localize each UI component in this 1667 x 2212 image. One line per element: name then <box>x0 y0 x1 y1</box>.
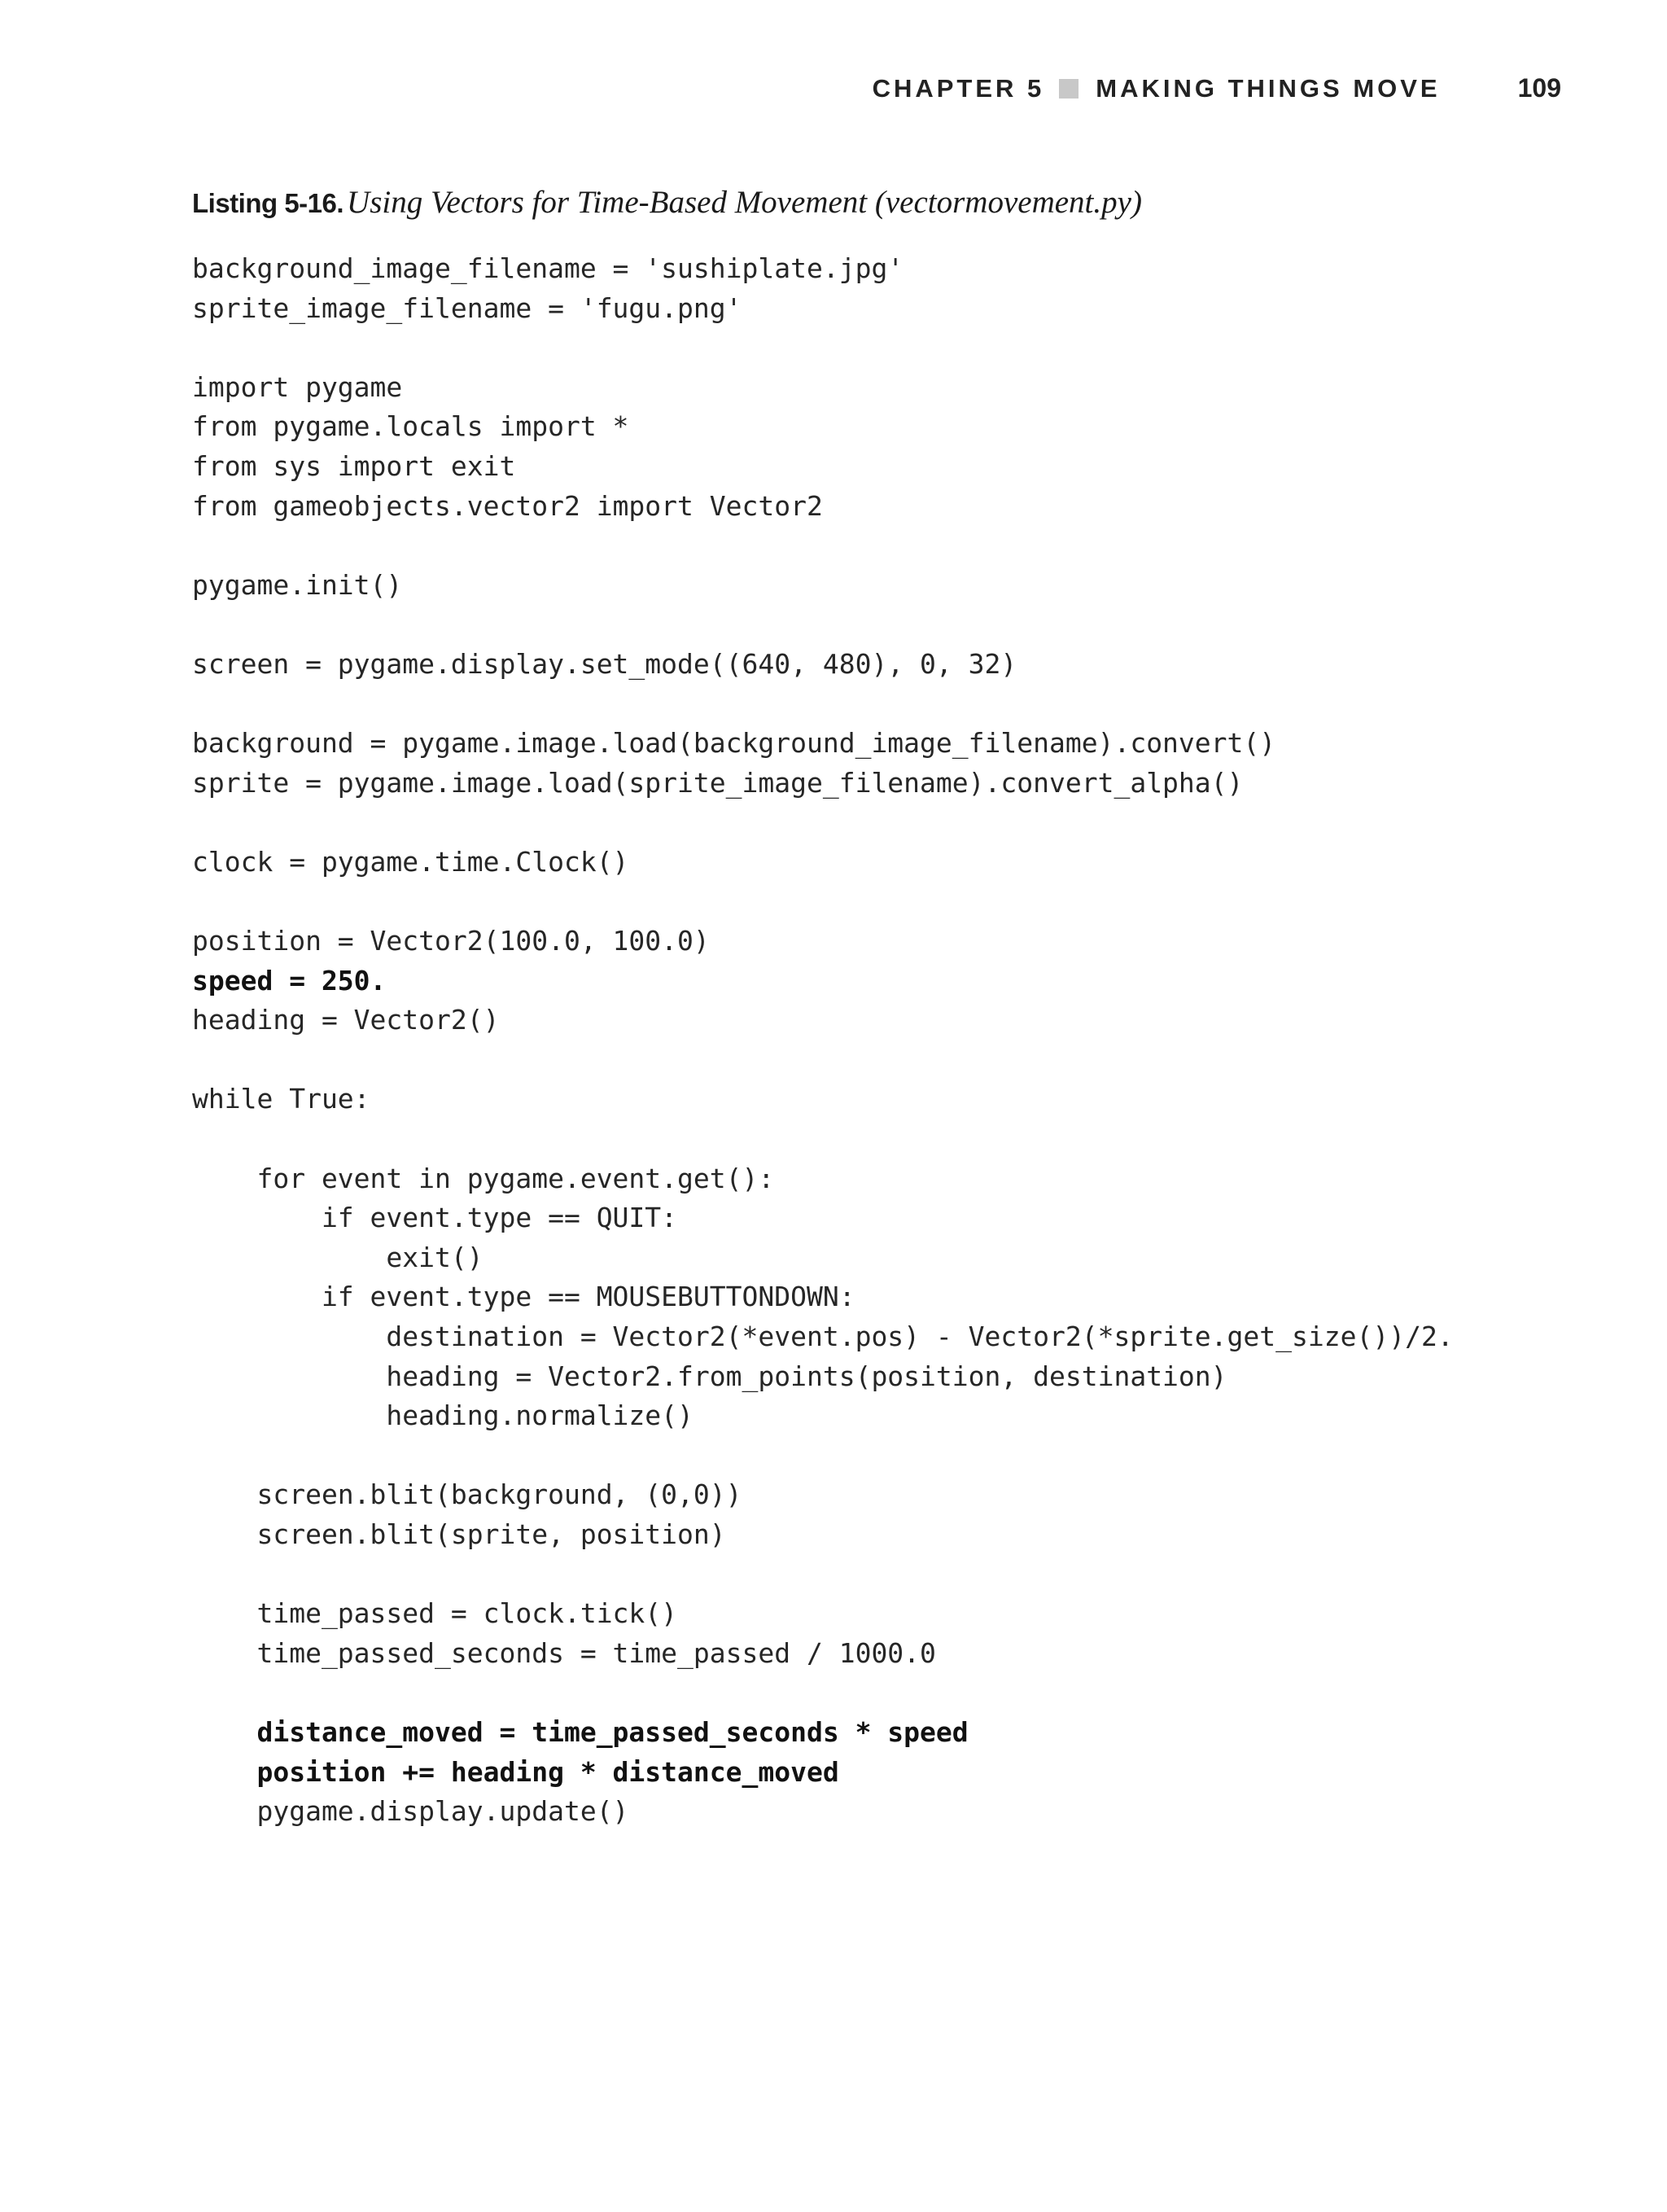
code-blank-line <box>192 1040 1454 1080</box>
code-blank-line <box>192 1119 1454 1159</box>
listing-label: Listing 5-16. <box>192 188 344 218</box>
code-line: from pygame.locals import * <box>192 410 629 443</box>
code-line: screen.blit(background, (0,0)) <box>192 1478 742 1511</box>
chapter-title: MAKING THINGS MOVE <box>1096 73 1441 103</box>
code-listing <box>192 249 1454 1832</box>
code-line: while True: <box>192 1083 370 1115</box>
code-line: screen.blit(sprite, position) <box>192 1518 726 1550</box>
code-blank-line <box>192 328 1454 368</box>
code-line: for event in pygame.event.get(): <box>192 1162 775 1194</box>
code-line: pygame.init() <box>192 568 403 601</box>
listing-title: Using Vectors for Time-Based Movement (vectormovement.py) <box>347 185 1142 220</box>
code-line: time_passed_seconds = time_passed / 1000.0 <box>192 1636 936 1669</box>
code-line: from gameobjects.vector2 import Vector2 <box>192 489 823 522</box>
running-header <box>873 73 1561 103</box>
code-line: background = pygame.image.load(background_image_filename).convert() <box>192 727 1276 760</box>
code-line: background_image_filename = 'sushiplate.jpg' <box>192 252 904 284</box>
code-blank-line <box>192 883 1454 922</box>
code-blank-line <box>192 526 1454 566</box>
code-line: import pygame <box>192 370 403 403</box>
code-line: exit() <box>192 1241 483 1273</box>
code-line: from sys import exit <box>192 449 516 482</box>
code-line: clock = pygame.time.Clock() <box>192 845 629 878</box>
code-line: heading = Vector2.from_points(position, destination) <box>192 1360 1227 1392</box>
code-line: screen = pygame.display.set_mode((640, 480), 0, 32) <box>192 647 1017 680</box>
code-line: sprite_image_filename = 'fugu.png' <box>192 291 742 324</box>
code-line: if event.type == MOUSEBUTTONDOWN: <box>192 1281 855 1313</box>
code-blank-line <box>192 1673 1454 1713</box>
listing-caption <box>192 184 1142 221</box>
code-line: position = Vector2(100.0, 100.0) <box>192 925 710 957</box>
chapter-label: CHAPTER 5 <box>872 73 1045 103</box>
code-line: if event.type == QUIT: <box>192 1202 678 1234</box>
code-blank-line <box>192 1555 1454 1595</box>
code-line: speed = 250. <box>192 964 387 996</box>
code-line: sprite = pygame.image.load(sprite_image_filename).convert_alpha() <box>192 766 1244 799</box>
header-separator-square <box>1059 79 1079 99</box>
code-blank-line <box>192 685 1454 725</box>
code-blank-line <box>192 605 1454 645</box>
code-blank-line <box>192 1436 1454 1476</box>
code-line: pygame.display.update() <box>192 1795 629 1828</box>
code-line: destination = Vector2(*event.pos) - Vector2(*sprite.get_size())/2. <box>192 1321 1454 1353</box>
code-blank-line <box>192 803 1454 843</box>
code-line: distance_moved = time_passed_seconds * speed <box>192 1715 969 1748</box>
code-line: heading = Vector2() <box>192 1004 500 1036</box>
code-line: heading.normalize() <box>192 1399 693 1432</box>
code-line: time_passed = clock.tick() <box>192 1597 678 1630</box>
code-line: position += heading * distance_moved <box>192 1755 839 1788</box>
page-number: 109 <box>1517 73 1561 103</box>
